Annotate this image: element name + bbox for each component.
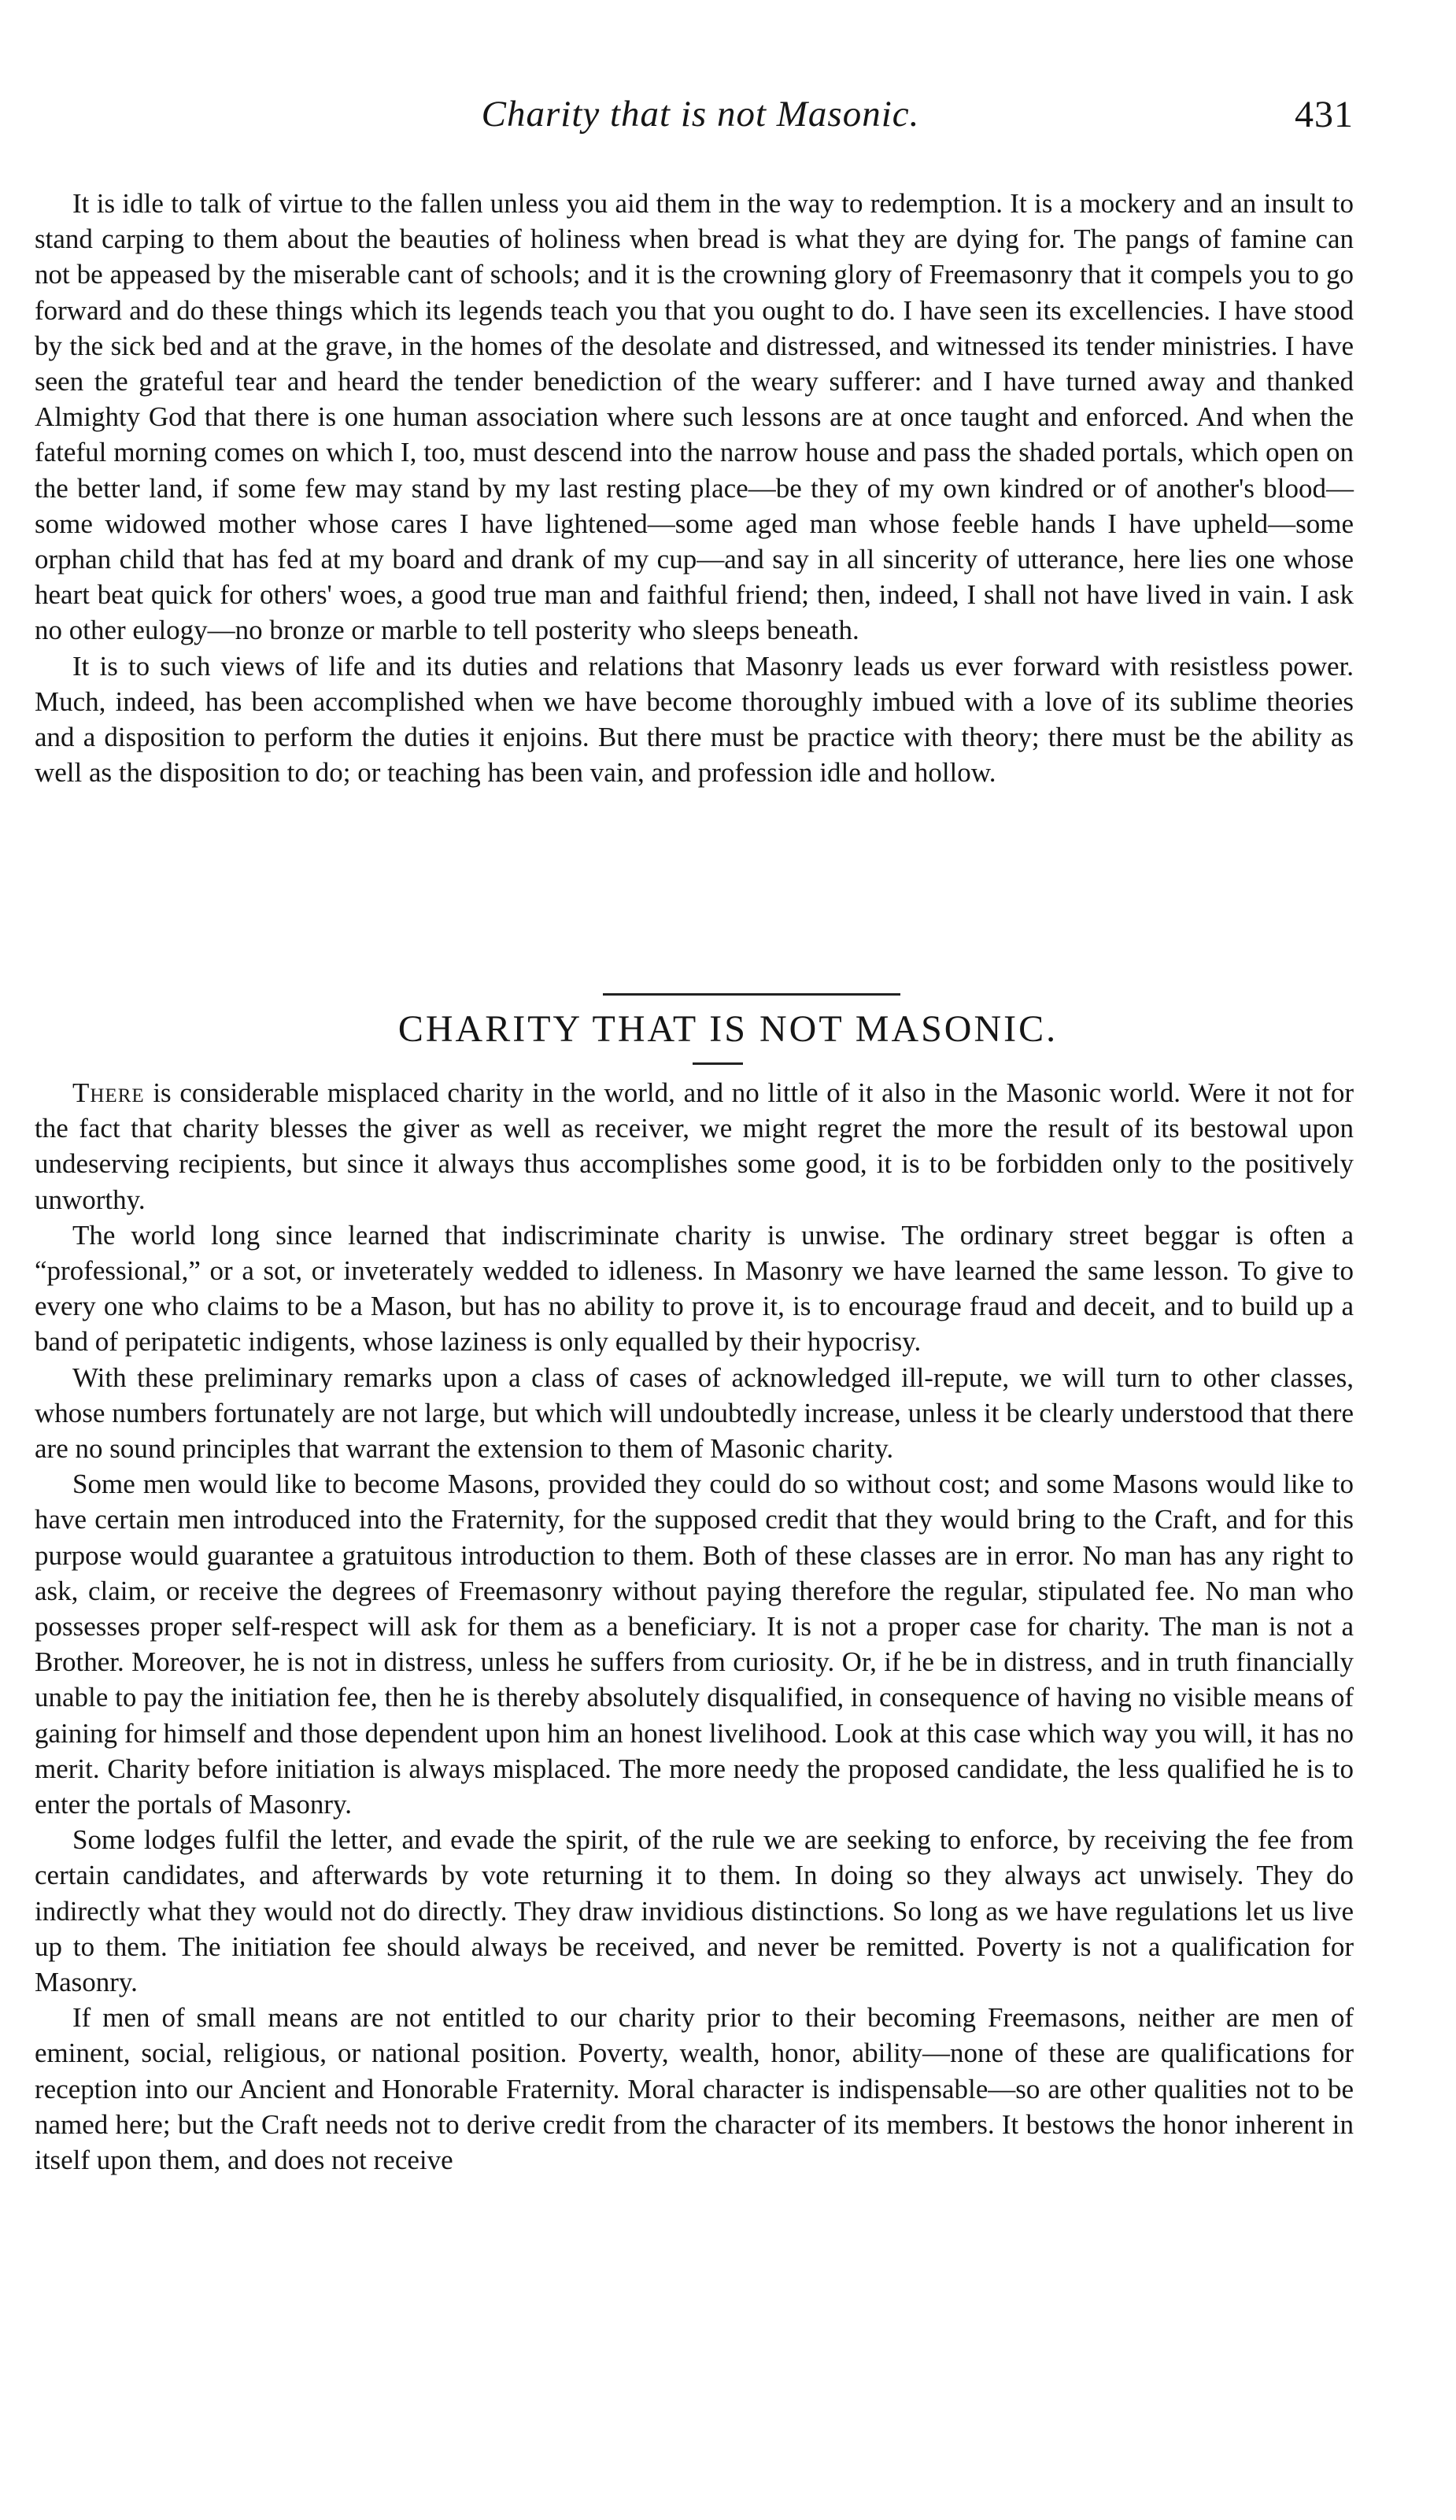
paragraph: With these preliminary remarks upon a class of cases of acknowledged ill-repute, we will turn to other classes, whose numbers fortunately are not large, but which will undoubtedly increase, unless it be clearly understood that there are no sound principles that warrant the extension to them of Masonic charity.: [35, 1362, 1354, 1465]
page-number: 431: [1295, 94, 1354, 135]
paragraph: Some men would like to become Masons, provided they could do so without cost; and some Masons would like to have certain men introduced into the Fraternity, for the supposed credit that they would bring to the Craft, and for this purpose would guarantee a gratuitous introduction to them. Both of these classes are in error. No man has any right to ask, claim, or receive the degrees of Freemasonry without paying therefore the regular, stipulated fee. No man who possesses proper self-respect will ask for them as a beneficiary. It is not a proper case for charity. The man is not a Brother. Moreover, he is not in distress, unless he suffers from curiosity. Or, if he be in distress, and in truth financially unable to pay the initiation fee, then he is thereby absolutely disqualified, in consequence of having no visible means of gaining for himself and those dependent upon him an honest livelihood. Look at this case which way you will, it has no merit. Charity before initiation is always misplaced. The more needy the proposed candidate, the less qualified he is to enter the portals of Masonry.: [35, 1469, 1354, 1820]
running-head: [31, 93, 1369, 156]
running-title: Charity that is not Masonic.: [481, 94, 920, 135]
paragraph: It is to such views of life and its duties and relations that Masonry leads us ever forward with resistless power. Much, indeed, has been accomplished when we have become thoroughly imbued with a love of its sublime theories and a disposition to perform the duties it enjoins. But there must be practice with theory; there must be the ability as well as the disposition to do; or teaching has been vain, and profession idle and hollow.: [35, 650, 1354, 789]
continued-text: [35, 186, 1354, 790]
paragraph: The world long since learned that indiscriminate charity is unwise. The ordinary street beggar is often a “professional,” or a sot, or inveterately wedded to idleness. In Masonry we have learned the same lesson. To give to every one who claims to be a Mason, but has no ability to prove it, is to encourage fraud and deceit, and to build up a band of peripatetic indigents, whose laziness is only equalled by their hypocrisy.: [35, 1219, 1354, 1358]
opening-word: There: [72, 1077, 145, 1108]
paragraph: Some lodges fulfil the letter, and evade the spirit, of the rule we are seeking to enforce, by receiving the fee from certain candidates, and afterwards by vote returning it to them. In doing so they always act unwisely. They do indirectly what they would not do directly. They draw invidious distinctions. So long as we have regulations let us live up to them. The initiation fee should always be received, and never be remitted. Poverty is not a qualification for Masonry.: [35, 1824, 1354, 1998]
paragraph-text: is considerable misplaced charity in the world, and no little of it also in the Masonic world. Were it not for the fact that charity blesses the giver as well as receiver, we might regret the more the result of its bestowal upon undeserving recipients, but since it always thus accomplishes some good, it is to be forbidden only to the positively unworthy.: [35, 1077, 1354, 1215]
paragraph: If men of small means are not entitled to our charity prior to their becoming Freemasons, neither are men of eminent, social, religious, or national position. Poverty, wealth, honor, ability—none of these are qualifications for reception into our Ancient and Honorable Fraternity. Moral character is indispensable—so are other qualities not to be named here; but the Craft needs not to derive credit from the character of its members. It bestows the honor inherent in itself upon them, and does not receive: [35, 2002, 1354, 2176]
paragraph: It is idle to talk of virtue to the fallen unless you aid them in the way to redemption. It is a mockery and an insult to stand carping to them about the beauties of holiness when bread is what they are dying for. The pangs of famine can not be appeased by the miserable cant of schools; and it is the crowning glory of Freemasonry that it compels you to go forward and do these things which its legends teach you that you ought to do. I have seen its excellencies. I have stood by the sick bed and at the grave, in the homes of the desolate and distressed, and witnessed its tender ministries. I have seen the grateful tear and heard the tender benediction of the weary sufferer: and I have turned away and thanked Almighty God that there is one human association where such lessons are at once taught and enforced. And when the fateful morning comes on which I, too, must descend into the narrow house and pass the shaded portals, which open on the better land, if some few may stand by my last resting place—be they of my own kindred or of another's blood—some widowed mother whose cares I have lightened—some aged man whose feeble hands I have upheld—some orphan child that has fed at my board and drank of my cup—and say in all sincerity of utterance, here lies one whose heart beat quick for others' woes, a good true man and faithful friend; then, indeed, I shall not have lived in vain. I ask no other eulogy—no bronze or marble to tell posterity who sleeps beneath.: [35, 188, 1354, 646]
section-body: [35, 1075, 1354, 2178]
heading-short-rule: [693, 1062, 743, 1065]
section-heading: CHARITY THAT IS NOT MASONIC.: [397, 1008, 1059, 1050]
paragraph: [35, 1075, 1354, 1218]
section-divider-rule: [603, 993, 900, 996]
